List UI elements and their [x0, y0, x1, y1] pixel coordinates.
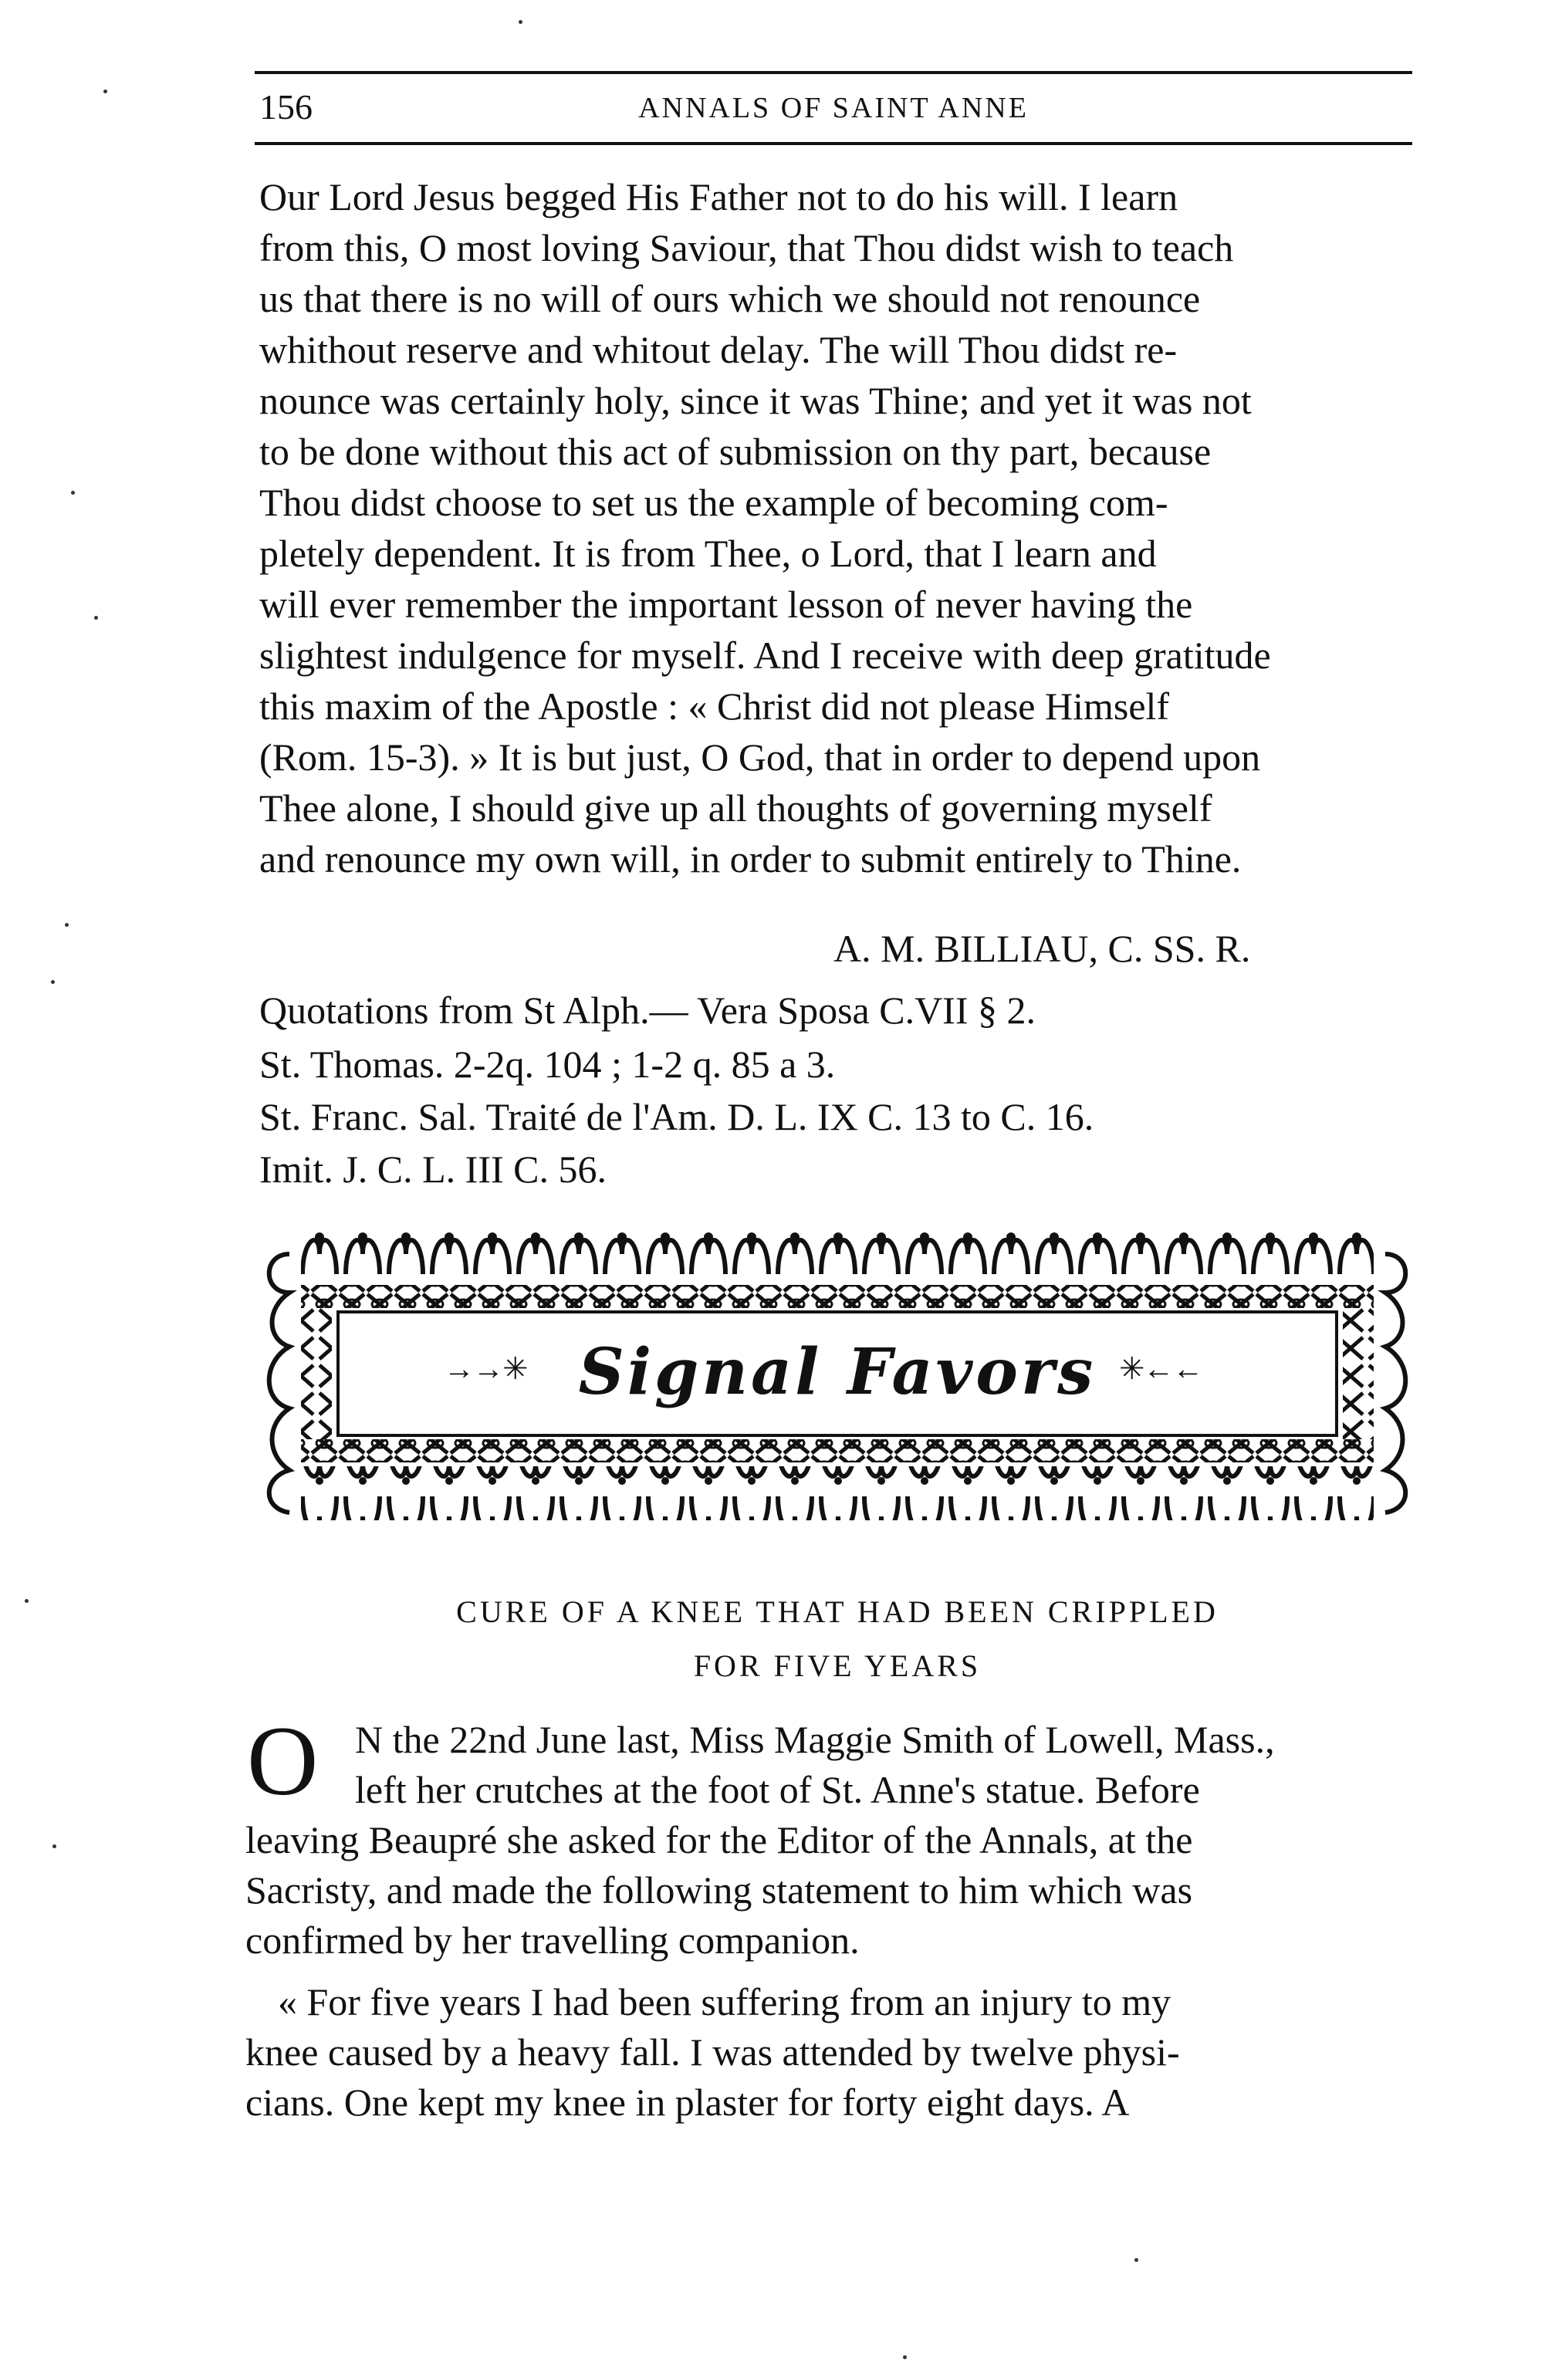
- paragraph2-line: left her crutches at the foot of St. Anne's statue. Before: [355, 1768, 1200, 1811]
- scan-speck: [52, 1844, 56, 1848]
- paragraph1-line: to be done without this act of submission on thy part, because: [259, 430, 1212, 473]
- paragraph1-line: (Rom. 15-3). » It is but just, O God, that in order to depend upon: [259, 735, 1261, 779]
- signal-favors-banner: [255, 1223, 1420, 1524]
- paragraph1-line: slightest indulgence for myself. And I receive with deep gratitude: [259, 634, 1271, 677]
- drop-cap: O: [247, 1706, 319, 1816]
- scan-speck: [103, 90, 107, 93]
- scan-speck: [71, 491, 75, 495]
- paragraph1-line: pletely dependent. It is from Thee, o Lord, that I learn and: [259, 532, 1157, 575]
- scan-speck: [519, 20, 522, 24]
- paragraph2-line: leaving Beaupré she asked for the Editor of the Annals, at the: [245, 1818, 1193, 1861]
- scan-speck: [903, 2355, 907, 2359]
- scan-speck: [94, 616, 98, 620]
- paragraph3-line: knee caused by a heavy fall. I was attended by twelve physi-: [245, 2030, 1180, 2074]
- paragraph1-line: from this, O most loving Saviour, that Thou didst wish to teach: [259, 226, 1234, 269]
- quotation-line: Imit. J. C. L. III C. 56.: [259, 1148, 607, 1191]
- scan-speck: [25, 1599, 29, 1603]
- scan-speck: [51, 980, 55, 984]
- running-title: ANNALS OF SAINT ANNE: [638, 92, 1029, 124]
- section-heading-line2: FOR FIVE YEARS: [693, 1648, 982, 1683]
- paragraph1-line: whithout reserve and whitout delay. The will Thou didst re-: [259, 328, 1178, 371]
- section-heading-line1: CURE OF A KNEE THAT HAD BEEN CRIPPLED: [456, 1594, 1219, 1629]
- header-bottom-rule: [255, 142, 1412, 145]
- scan-speck: [1134, 2258, 1138, 2262]
- paragraph1-line: Our Lord Jesus begged His Father not to do his will. I learn: [259, 175, 1178, 218]
- paragraph3-line: cians. One kept my knee in plaster for forty eight days. A: [245, 2081, 1130, 2124]
- banner-title: Signal Favors: [578, 1335, 1097, 1409]
- paragraph1-line: will ever remember the important lesson of never having the: [259, 583, 1193, 626]
- author-signature: A. M. BILLIAU, C. SS. R.: [833, 927, 1251, 970]
- paragraph3-line: « For five years I had been suffering from an injury to my: [278, 1980, 1171, 2023]
- paragraph2-line: N the 22nd June last, Miss Maggie Smith of Lowell, Mass.,: [355, 1718, 1275, 1761]
- page-number: 156: [259, 87, 313, 127]
- paragraph2-line: confirmed by her travelling companion.: [245, 1919, 860, 1962]
- quotation-line: St. Franc. Sal. Traité de l'Am. D. L. IX C. 13 to C. 16.: [259, 1095, 1094, 1138]
- header-top-rule: [255, 71, 1412, 74]
- quotation-line: St. Thomas. 2-2q. 104 ; 1-2 q. 85 a 3.: [259, 1043, 836, 1086]
- paragraph1-line: and renounce my own will, in order to submit entirely to Thine.: [259, 837, 1242, 881]
- right-arrow-ornament: ✳←←: [1119, 1351, 1202, 1386]
- left-arrow-ornament: →→✳: [444, 1351, 527, 1386]
- page-header: [255, 71, 1412, 145]
- scan-speck: [65, 923, 69, 927]
- quotation-line: Quotations from St Alph.— Vera Sposa C.VII § 2.: [259, 989, 1036, 1032]
- paragraph1-line: us that there is no will of ours which we should not renounce: [259, 277, 1201, 320]
- paragraph1-line: this maxim of the Apostle : « Christ did not please Himself: [259, 685, 1170, 728]
- paragraph1-line: Thou didst choose to set us the example of becoming com-: [259, 481, 1168, 524]
- paragraph1-line: nounce was certainly holy, since it was Thine; and yet it was not: [259, 379, 1252, 422]
- paragraph2-line: Sacristy, and made the following statement to him which was: [245, 1868, 1193, 1912]
- paragraph1-line: Thee alone, I should give up all thoughts of governing myself: [259, 786, 1212, 830]
